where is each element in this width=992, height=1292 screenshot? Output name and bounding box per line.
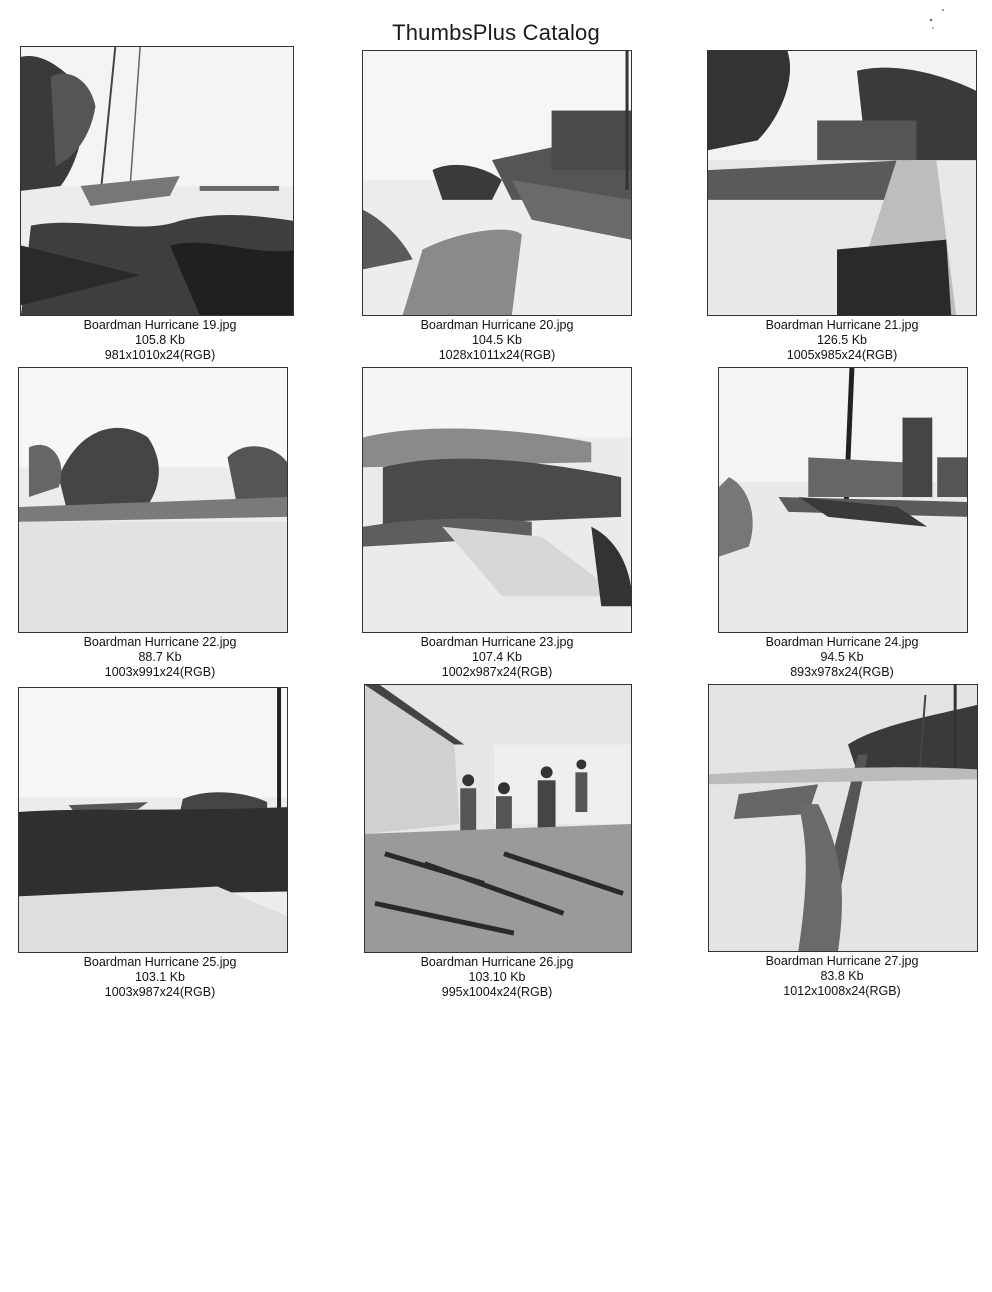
thumbnail-filename: Boardman Hurricane 21.jpg	[765, 318, 919, 332]
thumbnail-filesize: 105.8 Kb	[134, 333, 186, 347]
thumbnail-image[interactable]	[362, 50, 632, 316]
thumbnail-image[interactable]	[362, 367, 632, 633]
thumbnail-dimensions: 1003x991x24(RGB)	[104, 665, 216, 679]
thumbnail-dimensions: 893x978x24(RGB)	[790, 665, 894, 679]
thumbnail-dimensions: 1028x1011x24(RGB)	[438, 348, 556, 362]
thumbnail-dimensions: 1005x985x24(RGB)	[786, 348, 898, 362]
thumbnail-image[interactable]	[18, 367, 288, 633]
thumbnail-filename: Boardman Hurricane 26.jpg	[420, 955, 574, 969]
thumbnail-caption	[692, 318, 992, 363]
thumbnail-image[interactable]	[707, 50, 977, 316]
thumbnail-caption	[10, 635, 310, 680]
thumbnail-filename: Boardman Hurricane 19.jpg	[83, 318, 237, 332]
thumbnail-filesize: 88.7 Kb	[138, 650, 182, 664]
thumbnail-caption	[347, 955, 647, 1000]
thumbnail-filesize: 126.5 Kb	[816, 333, 868, 347]
thumbnail-filesize: 94.5 Kb	[820, 650, 864, 664]
thumbnail-filename: Boardman Hurricane 24.jpg	[765, 635, 919, 649]
thumbnail-caption	[692, 635, 992, 680]
thumbnail-filesize: 107.4 Kb	[471, 650, 523, 664]
page-title: ThumbsPlus Catalog	[392, 20, 600, 45]
scan-speck-marks	[925, 6, 965, 36]
thumbnail-caption	[692, 954, 992, 999]
thumbnail-caption	[347, 635, 647, 680]
thumbnail-filesize: 104.5 Kb	[471, 333, 523, 347]
thumbnail-filesize: 83.8 Kb	[820, 969, 864, 983]
thumbnail-caption	[10, 318, 310, 363]
thumbnail-filename: Boardman Hurricane 20.jpg	[420, 318, 574, 332]
thumbnail-filename: Boardman Hurricane 27.jpg	[765, 954, 919, 968]
thumbnail-dimensions: 995x1004x24(RGB)	[441, 985, 553, 999]
thumbnail-dimensions: 1002x987x24(RGB)	[441, 665, 553, 679]
thumbnail-caption	[10, 955, 310, 1000]
thumbnail-image[interactable]	[20, 46, 294, 316]
thumbnail-dimensions: 981x1010x24(RGB)	[104, 348, 216, 362]
thumbnail-filename: Boardman Hurricane 22.jpg	[83, 635, 237, 649]
thumbnail-filename: Boardman Hurricane 25.jpg	[83, 955, 237, 969]
thumbnail-image[interactable]	[18, 687, 288, 953]
thumbnail-dimensions: 1012x1008x24(RGB)	[783, 984, 901, 998]
thumbnail-image[interactable]	[718, 367, 968, 633]
thumbnail-caption	[347, 318, 647, 363]
thumbnail-dimensions: 1003x987x24(RGB)	[104, 985, 216, 999]
thumbnail-image[interactable]	[364, 684, 632, 953]
thumbnail-image[interactable]	[708, 684, 978, 952]
thumbnail-filesize: 103.1 Kb	[134, 970, 186, 984]
thumbnail-filesize: 103.10 Kb	[468, 970, 526, 984]
thumbnail-filename: Boardman Hurricane 23.jpg	[420, 635, 574, 649]
